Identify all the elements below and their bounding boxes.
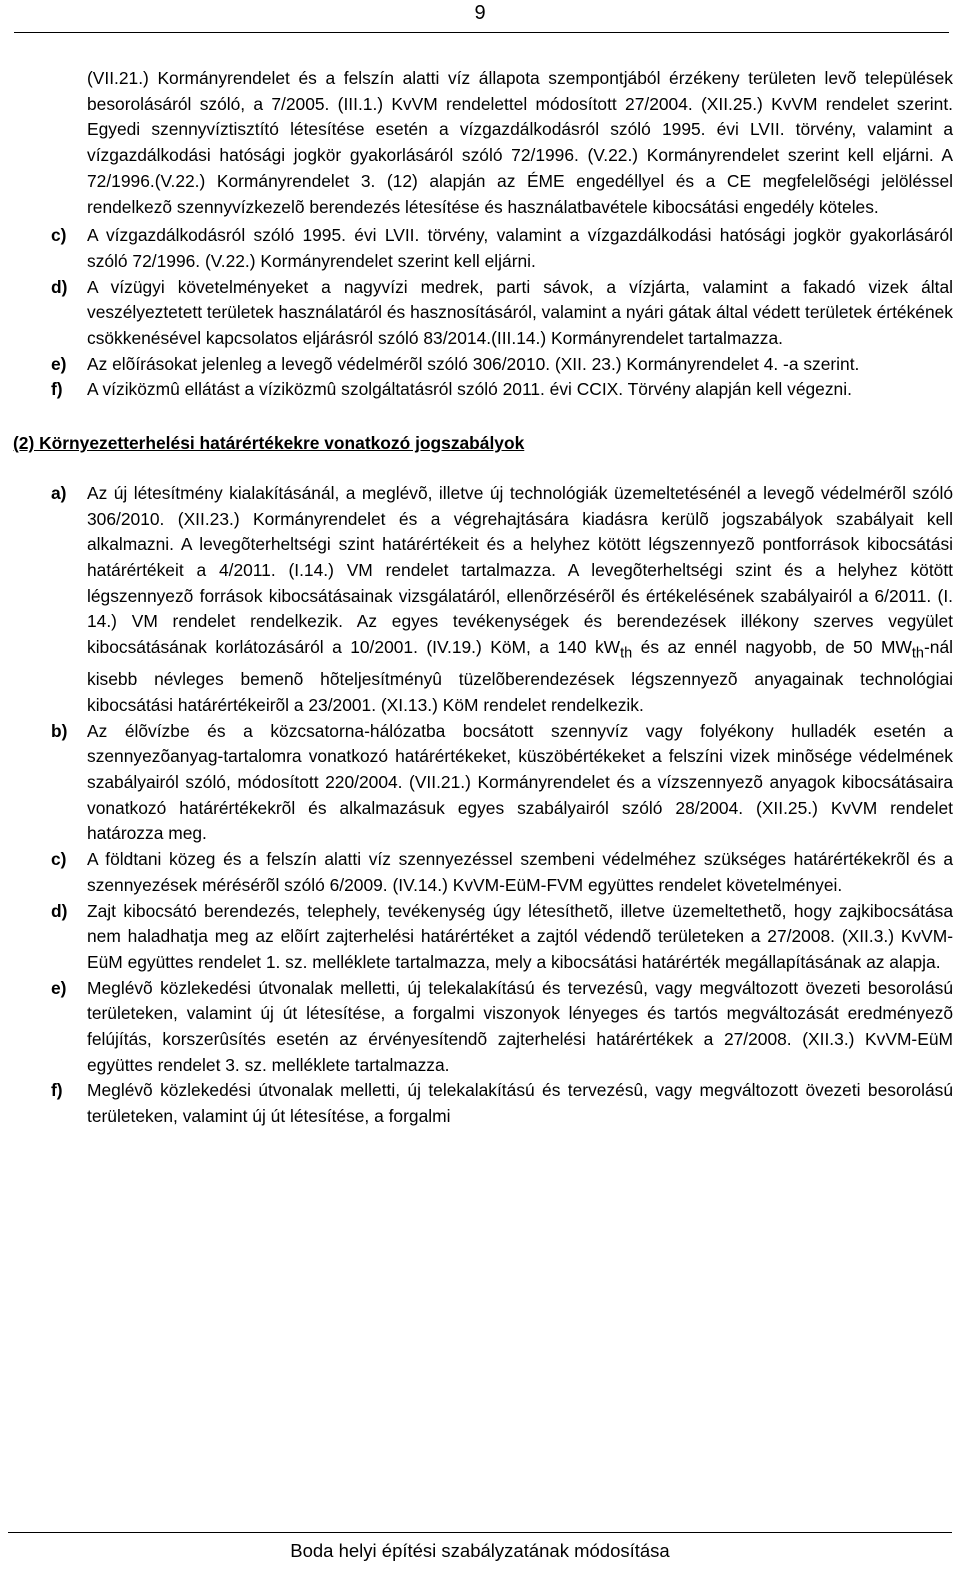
item-label: c): [51, 849, 67, 870]
list-item-d: [13, 275, 953, 352]
subscript-th: th: [911, 645, 924, 662]
item-text: Zajt kibocsátó berendezés, telephely, tevékenység úgy létesíthetõ, illetve üzemeltethetõ, hogy zajkibocsátása nem haladhatja meg az elõírt zajterhelési határértéket a zajtól védendõ területeken a 27/2008. (XII.3.) KvVM-EüM együttes rendelet 1. sz. melléklete tartalmazza, mely a kibocsátási határérték megállapításának az alapja.: [87, 900, 953, 972]
section2-item-c: [13, 847, 953, 898]
item-text: Az élõvízbe és a közcsatorna-hálózatba bocsátott szennyvíz vagy folyékony hulladék esetén a szennyezõanyag-tartalomra vonatkozó határértékeket, küszöbértékeket a felszíni vizek minõsége védelmének szabályairól szóló, módosított 220/2004. (VII.21.) Kormányrendelet és a vízszennyezõ anyagok kibocsátásaira vonatkozó határértékekrõl és alkalmazásuk egyes szabályairól szóló 28/2004. (XII.25.) KvVM rendelet határozza meg.: [87, 720, 953, 844]
list-item-c: [13, 223, 953, 274]
item-label: e): [51, 353, 67, 374]
section2-item-f: [13, 1078, 953, 1129]
header-divider: [14, 32, 949, 33]
item-label: d): [51, 900, 68, 921]
page-number: 9: [474, 2, 486, 24]
item-label: a): [51, 482, 67, 503]
item-label: d): [51, 276, 68, 297]
item-label: f): [51, 1080, 63, 1101]
section2-item-e: [13, 976, 953, 1079]
item-label: f): [51, 379, 63, 400]
item-text: A földtani közeg és a felszín alatti víz szennyezéssel szembeni védelméhez szükséges határértékekrõl és a szennyezések mérésérõl szóló 6/2009. (IV.14.) KvVM-EüM-FVM együttes rendelet követelményei.: [87, 849, 953, 895]
item-text-part: és az ennél nagyobb, de 50 MW: [632, 637, 912, 658]
subscript-th: th: [620, 645, 633, 662]
section2-item-a: [13, 481, 953, 719]
section2-item-d: [13, 899, 953, 976]
list-item-e: [13, 352, 953, 378]
continuation-paragraph: [13, 66, 953, 220]
item-text-part: Az új létesítmény kialakításánál, a meglévõ, illetve új technológiák üzemeltetésénél a levegõ védelmérõl szóló 306/2010. (XII.23.) Kormányrendelet és a végrehajtására kiadásra kerülõ jogszabályok szabályait kell alkalmazni. A levegõterheltségi szint határértékeit és a helyhez kötött légszennyezõ pontforrások kibocsátási határértékeit a 4/2011. (I.14.) VM rendelet tartalmazza. A levegõterheltségi szint és a helyhez kötött légszennyezõ források kibocsátásainak vizsgálatáról, ellenõrzésérõl és értékelésének szabályairól a 6/2011. (I. 14.) VM rendelet rendelkezik. Az egyes tevékenységek és berendezések illékony szerves vegyület kibocsátásának korlátozásáról a 10/2001. (IV.19.) KöM, a 140 kW: [87, 482, 953, 658]
section2-item-b: [13, 719, 953, 848]
item-label: c): [51, 225, 67, 246]
document-body: [13, 66, 953, 1130]
list-item-f: [13, 377, 953, 403]
item-label: e): [51, 977, 67, 998]
item-text-part: -nál kisebb névleges bemenõ hõteljesítményû tüzelõberendezések légszennyezõ anyagainak technológiai kibocsátási határértékeirõl a 23/2001. (XI.13.) KöM rendelet rendelkezik.: [87, 637, 953, 715]
footer-divider: [8, 1532, 952, 1533]
section-heading: (2) Környezetterhelési határértékekre vonatkozó jogszabályok: [13, 433, 525, 454]
item-text: A vízügyi követelményeket a nagyvízi medrek, parti sávok, a vízjárta, valamint a fakadó vizek által veszélyeztetett területek használatáról és hasznosításáról, valamint a nyári gátak által védett területek értékének csökkenésével kapcsolatos eljárásról szóló 83/2014.(III.14.) Kormányrendelet tartalmazza.: [87, 276, 953, 349]
item-text: A víziközmû ellátást a víziközmû szolgáltatásról szóló 2011. évi CCIX. Törvény alapján kell végezni.: [87, 379, 852, 400]
item-text: A vízgazdálkodásról szóló 1995. évi LVII. törvény, valamint a vízgazdálkodási hatósági jogkör gyakorlásáról szóló 72/1996. (V.22.) Kormányrendelet szerint kell eljárni.: [87, 225, 953, 271]
item-label: b): [51, 720, 68, 741]
item-text: Az elõírásokat jelenleg a levegõ védelmérõl szóló 306/2010. (XII. 23.) Kormányrendelet 4. -a szerint.: [87, 353, 860, 374]
paragraph-text: (VII.21.) Kormányrendelet és a felszín alatti víz állapota szempontjából érzékeny területen levõ települések besorolásáról szóló, a 7/2005. (III.1.) KvVM rendelettel módosított 27/2004. (XII.25.) KvVM rendelet szerint. Egyedi szennyvíztisztító létesítése esetén a vízgazdálkodásról szóló 1995. évi LVII. törvény, valamint a vízgazdálkodási hatósági jogkör gyakorlásáról szóló 72/1996. (V.22.) Kormányrendelet szerint kell eljárni. A 72/1996.(V.22.) Kormányrendelet 3. (12) alapján az ÉME engedéllyel és a CE megfelelõségi jelöléssel rendelkezõ szennyvízkezelõ berendezés létesítése és használatbavétele kibocsátási engedély köteles.: [87, 68, 953, 217]
item-text: Meglévõ közlekedési útvonalak melletti, új telekalakítású és tervezésû, vagy megváltozott övezeti besorolású területeken, valamint új út létesítése, a forgalmi viszonyok lényeges és tartós megváltozását eredményezõ felújítás, korszerûsítés esetén az érvényesítendõ zajterhelési határértékek a 27/2008. (XII.3.) KvVM-EüM együttes rendelet 3. sz. melléklete tartalmazza.: [87, 977, 953, 1075]
page-footer: Boda helyi építési szabályzatának módosítása: [290, 1540, 670, 1561]
item-text: Meglévõ közlekedési útvonalak melletti, új telekalakítású és tervezésû, vagy megváltozott övezeti besorolású területeken, valamint új út létesítése, a forgalmi: [87, 1080, 953, 1127]
